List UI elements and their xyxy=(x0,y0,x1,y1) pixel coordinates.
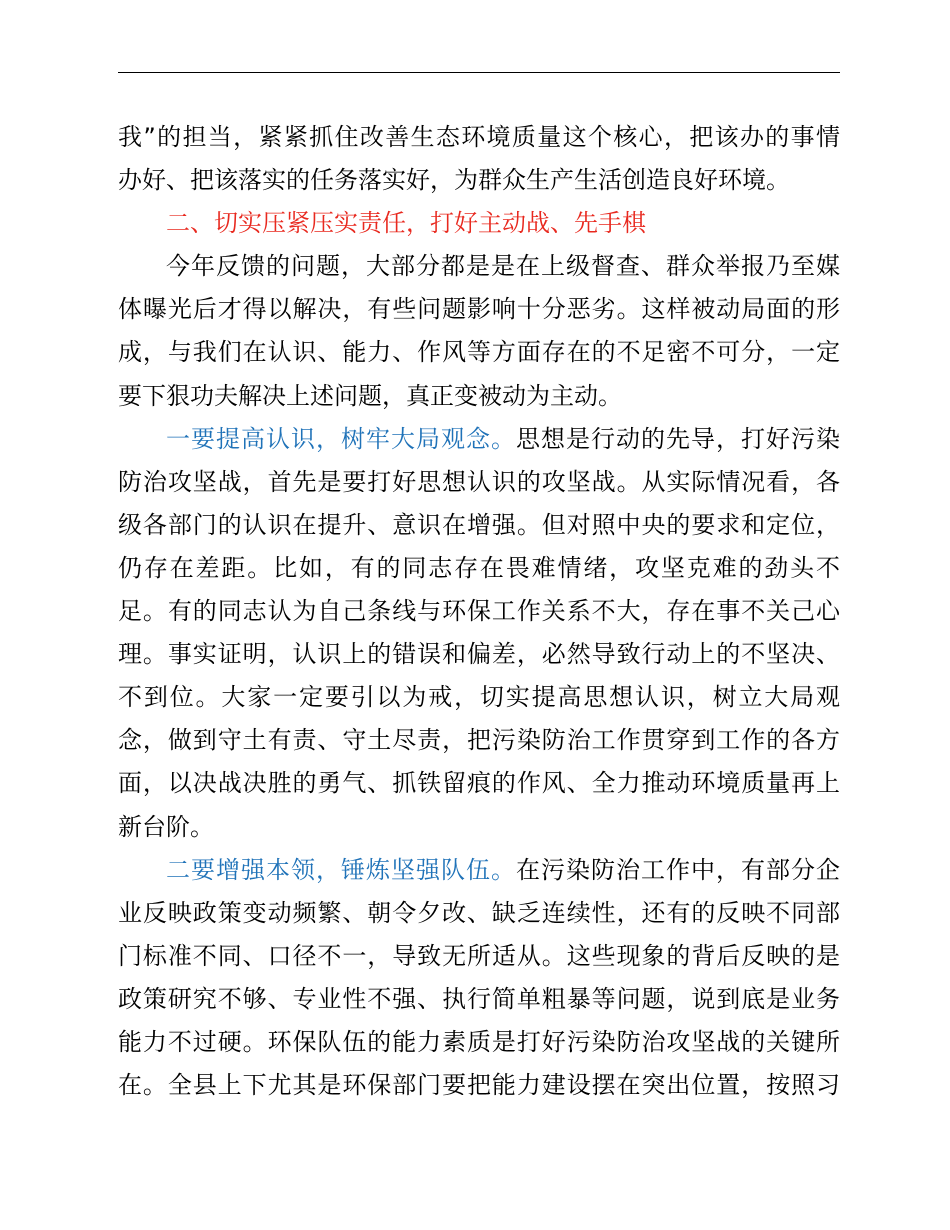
text-line: 要下狠功夫解决上述问题，真正变被动为主动。 xyxy=(118,381,622,410)
text-line: 理。事实证明，认识上的错误和偏差，必然导致行动上的不坚决、 xyxy=(118,640,840,669)
text-line: 新台阶。 xyxy=(118,812,214,841)
text-span: 在污染防治工作中，有部分企 xyxy=(516,855,840,884)
text-line: 足。有的同志认为自己条线与环保工作关系不大，存在事不关己心 xyxy=(118,597,840,626)
text-line: 今年反馈的问题，大部分都是是在上级督查、群众举报乃至媒 xyxy=(166,252,840,281)
text-line: 不到位。大家一定要引以为戒，切实提高思想认识，树立大局观 xyxy=(118,683,840,712)
text-line: 成，与我们在认识、能力、作风等方面存在的不足密不可分，一定 xyxy=(118,338,840,367)
subheading-text: 一要提高认识，树牢大局观念。 xyxy=(166,424,516,453)
text-line: 办好、把该落实的任务落实好，为群众生产生活创造良好环境。 xyxy=(118,166,790,195)
text-line: 级各部门的认识在提升、意识在增强。但对照中央的要求和定位， xyxy=(118,510,840,539)
text-line: 仍存在差距。比如，有的同志存在畏难情绪，攻坚克难的劲头不 xyxy=(118,553,840,582)
text-span: 思想是行动的先导，打好污染 xyxy=(516,424,840,453)
text-line: 我”的担当，紧紧抓住改善生态环境质量这个核心，把该办的事情 xyxy=(118,123,840,151)
text-line: 防治攻坚战，首先是要打好思想认识的攻坚战。从实际情况看，各 xyxy=(118,467,840,496)
subheading-text: 二要增强本领，锤炼坚强队伍。 xyxy=(166,855,516,884)
text-line: 体曝光后才得以解决，有些问题影响十分恶劣。这样被动局面的形 xyxy=(118,295,840,324)
header-rule xyxy=(118,72,840,73)
text-line: 面，以决战决胜的勇气、抓铁留痕的作风、全力推动环境质量再上 xyxy=(118,769,840,798)
text-line: 在。全县上下尤其是环保部门要把能力建设摆在突出位置，按照习 xyxy=(118,1071,840,1100)
text-line: 门标准不同、口径不一，导致无所适从。这些现象的背后反映的是 xyxy=(118,941,840,970)
text-line: 能力不过硬。环保队伍的能力素质是打好污染防治攻坚战的关键所 xyxy=(118,1027,840,1056)
text-line: 政策研究不够、专业性不强、执行简单粗暴等问题，说到底是业务 xyxy=(118,984,840,1013)
section-heading: 二、切实压紧压实责任，打好主动战、先手棋 xyxy=(166,209,646,238)
paragraph-line xyxy=(118,849,840,892)
document-body xyxy=(118,116,840,1107)
text-line: 业反映政策变动频繁、朝令夕改、缺乏连续性，还有的反映不同部 xyxy=(118,898,840,927)
text-line: 念，做到守土有责、守土尽责，把污染防治工作贯穿到工作的各方 xyxy=(118,726,840,755)
paragraph-line xyxy=(118,418,840,461)
